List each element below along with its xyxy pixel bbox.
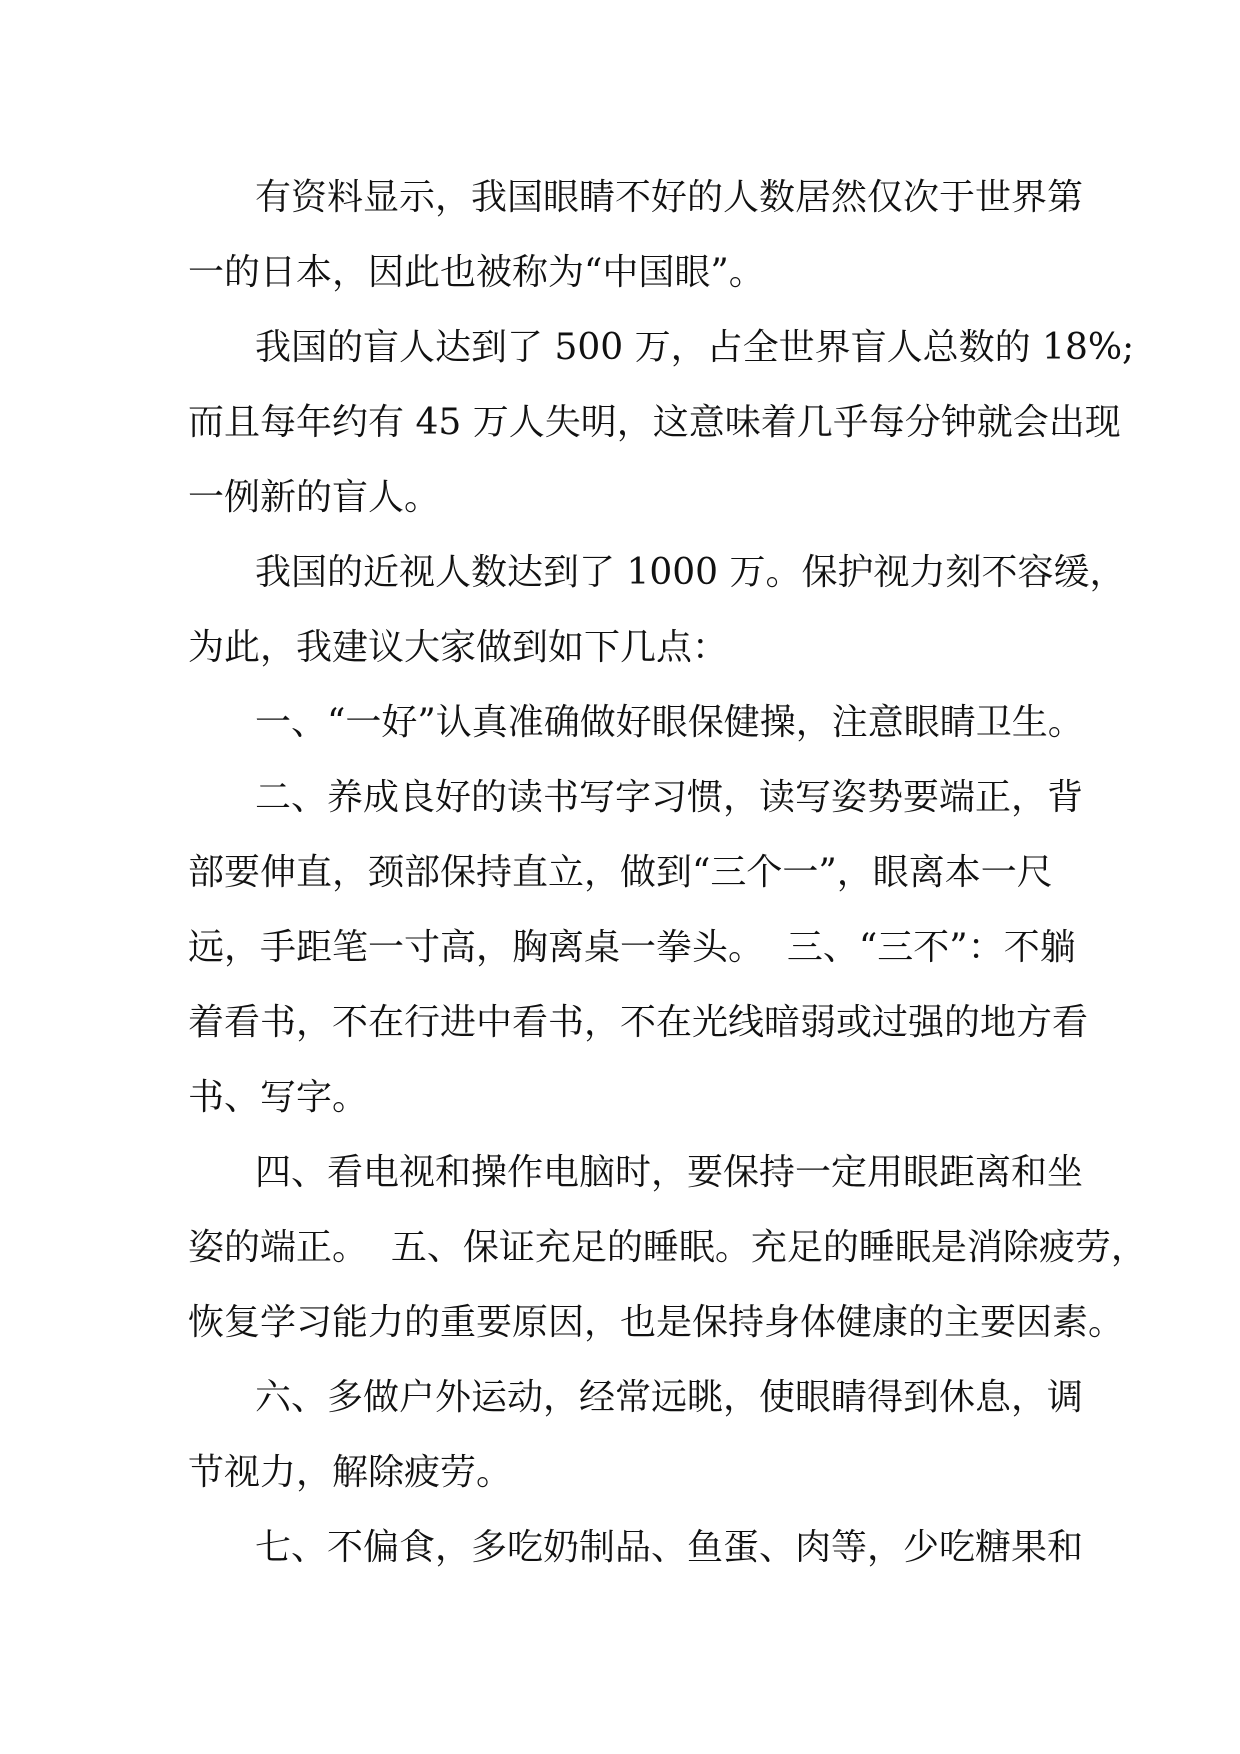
text-line: 我国的盲人达到了 500 万，占全世界盲人总数的 18%; (255, 327, 1135, 368)
text-line: 姿的端正。 五、保证充足的睡眠。充足的睡眠是消除疲劳， (188, 1227, 1147, 1268)
text-line: 一的日本，因此也被称为“中国眼”。 (188, 252, 765, 293)
text-line: 部要伸直，颈部保持直立，做到“三个一”，眼离本一尺 (188, 852, 1053, 893)
text-line: 七、不偏食，多吃奶制品、鱼蛋、肉等，少吃糖果和 (255, 1527, 1084, 1568)
text-line: 有资料显示，我国眼睛不好的人数居然仅次于世界第 (255, 177, 1084, 218)
text-line: 四、看电视和操作电脑时，要保持一定用眼距离和坐 (255, 1152, 1084, 1193)
text-line: 书、写字。 (188, 1077, 369, 1118)
text-line: 一、“一好”认真准确做好眼保健操，注意眼睛卫生。 (255, 702, 1084, 743)
text-line: 我国的近视人数达到了 1000 万。保护视力刻不容缓， (255, 552, 1126, 593)
text-line: 节视力，解除疲劳。 (188, 1452, 513, 1493)
text-line: 着看书，不在行进中看书，不在光线暗弱或过强的地方看 (188, 1002, 1089, 1043)
text-line: 为此，我建议大家做到如下几点： (188, 627, 729, 668)
text-line: 二、养成良好的读书写字习惯，读写姿势要端正，背 (255, 777, 1084, 818)
text-line: 恢复学习能力的重要原因，也是保持身体健康的主要因素。 (188, 1302, 1125, 1343)
text-line: 而且每年约有 45 万人失明，这意味着几乎每分钟就会出现 (188, 402, 1121, 443)
text-line: 一例新的盲人。 (188, 477, 441, 518)
text-line: 远，手距笔一寸高，胸离桌一拳头。 三、“三不”：不躺 (188, 927, 1076, 968)
text-line: 六、多做户外运动，经常远眺，使眼睛得到休息，调 (255, 1377, 1084, 1418)
